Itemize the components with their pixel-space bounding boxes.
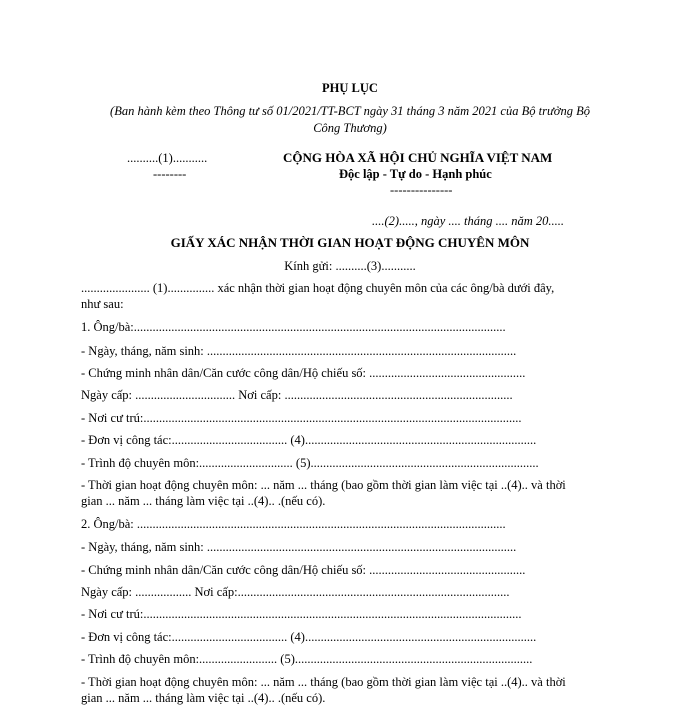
person1-name-field: 1. Ông/bà:....................................................................................................................... <box>81 320 506 334</box>
person1-dob-field: - Ngày, tháng, năm sinh: ................................................................................................... <box>81 344 517 358</box>
person2-name-field: 2. Ông/bà: ...................................................................................................................... <box>81 517 506 531</box>
appendix-subtitle-line1: (Ban hành kèm theo Thông tư số 01/2021/TT-BCT ngày 31 tháng 3 năm 2021 của Bộ trưởng Bộ <box>110 104 590 118</box>
document-title: GIẤY XÁC NHẬN THỜI GIAN HOẠT ĐỘNG CHUYÊN MÔN <box>170 235 530 250</box>
person2-dob-field: - Ngày, tháng, năm sinh: ................................................................................................... <box>81 540 517 554</box>
nation-heading: CỘNG HÒA XÃ HỘI CHỦ NGHĨA VIỆT NAM <box>283 150 553 165</box>
motto-dashes: --------------- <box>390 183 453 197</box>
motto: Độc lập - Tự do - Hạnh phúc <box>339 167 492 181</box>
appendix-subtitle-line2: Công Thương) <box>313 121 387 135</box>
org-dashes: -------- <box>153 167 187 181</box>
person1-id-field: - Chứng minh nhân dân/Căn cước công dân/Hộ chiếu số: .................................................. <box>81 366 526 380</box>
person2-time-line2: gian ... năm ... tháng làm việc tại ..(4).. .(nếu có). <box>81 691 326 705</box>
person2-id-field: - Chứng minh nhân dân/Căn cước công dân/Hộ chiếu số: .................................................. <box>81 563 526 577</box>
person1-qualification-field: - Trình độ chuyên môn:.............................. (5)......................................................................... <box>81 456 539 470</box>
person2-time-line1: - Thời gian hoạt động chuyên môn: ... năm ... tháng (bao gồm thời gian làm việc tại ..(4).. và thời <box>81 675 566 689</box>
appendix-title: PHỤ LỤC <box>322 81 378 95</box>
person1-time-line1: - Thời gian hoạt động chuyên môn: ... năm ... tháng (bao gồm thời gian làm việc tại ..(4).. và thời <box>81 478 566 492</box>
person2-residence-field: - Nơi cư trú:......................................................................................................................... <box>81 607 522 621</box>
person1-time-line2: gian ... năm ... tháng làm việc tại ..(4).. .(nếu có). <box>81 494 326 508</box>
person1-residence-field: - Nơi cư trú:......................................................................................................................... <box>81 411 522 425</box>
date-line: ....(2)....., ngày .... tháng .... năm 20..... <box>372 214 564 228</box>
intro-line2: như sau: <box>81 297 124 311</box>
intro-line1: ...................... (1)............... xác nhận thời gian hoạt động chuyên môn của các ông/bà dưới đây, <box>81 281 555 295</box>
org-placeholder: ..........(1)........... <box>127 151 208 165</box>
person2-qualification-field: - Trình độ chuyên môn:......................... (5)............................................................................ <box>81 652 533 666</box>
person1-issue-field: Ngày cấp: ................................ Nơi cấp: ......................................................................... <box>81 388 513 402</box>
recipient-line: Kính gửi: ..........(3)........... <box>284 259 416 273</box>
person2-issue-field: Ngày cấp: .................. Nơi cấp:....................................................................................... <box>81 585 510 599</box>
person1-unit-field: - Đơn vị công tác:..................................... (4).......................................................................... <box>81 433 537 447</box>
person2-unit-field: - Đơn vị công tác:..................................... (4).......................................................................... <box>81 630 537 644</box>
